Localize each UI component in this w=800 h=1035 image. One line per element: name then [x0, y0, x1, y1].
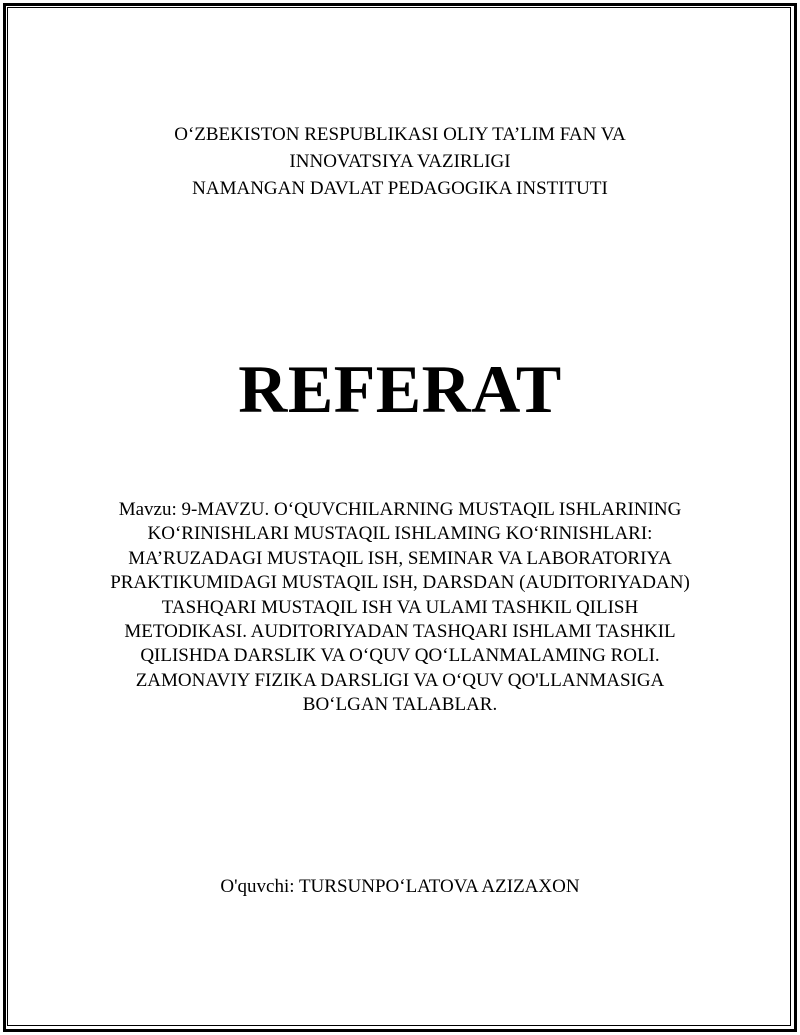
topic-text: Mavzu: 9-MAVZU. O‘QUVCHILARNING MUSTAQIL ISHLARINING KO‘RINISHLARI MUSTAQIL ISHLAMING KO‘RINISHLARI: MA’RUZADAGI MUSTAQIL ISH, SEMINAR VA LABORATORIYA PRAKTIKUMIDAGI MUSTAQIL ISH, DARSDAN (AUDITORIYADAN) TASHQARI MUSTAQIL ISH VA ULAMI TASHKIL QILISH METODIKASI. AUDITORIYADAN TASHQARI ISHLAMI TASHKIL QILISHDA DARSLIK VA O‘QUV QO‘LLANMALAMING ROLI. ZAMONAVIY FIZIKA DARSLIGI VA O‘QUV QO'LLANMASIGA BO‘LGAN TALABLAR.	[110, 499, 690, 716]
header-line-institute: NAMANGAN DAVLAT PEDAGOGIKA INSTITUTI	[192, 178, 608, 199]
student-name: O'quvchi: TURSUNPO‘LATOVA AZIZAXON	[220, 876, 580, 897]
institution-header	[0, 121, 800, 202]
header-line-ministry-cont: INNOVATSIYA VAZIRLIGI	[289, 151, 511, 172]
document-title: REFERAT	[238, 351, 562, 427]
header-line-ministry: O‘ZBEKISTON RESPUBLIKASI OLIY TA’LIM FAN VA	[174, 124, 626, 145]
